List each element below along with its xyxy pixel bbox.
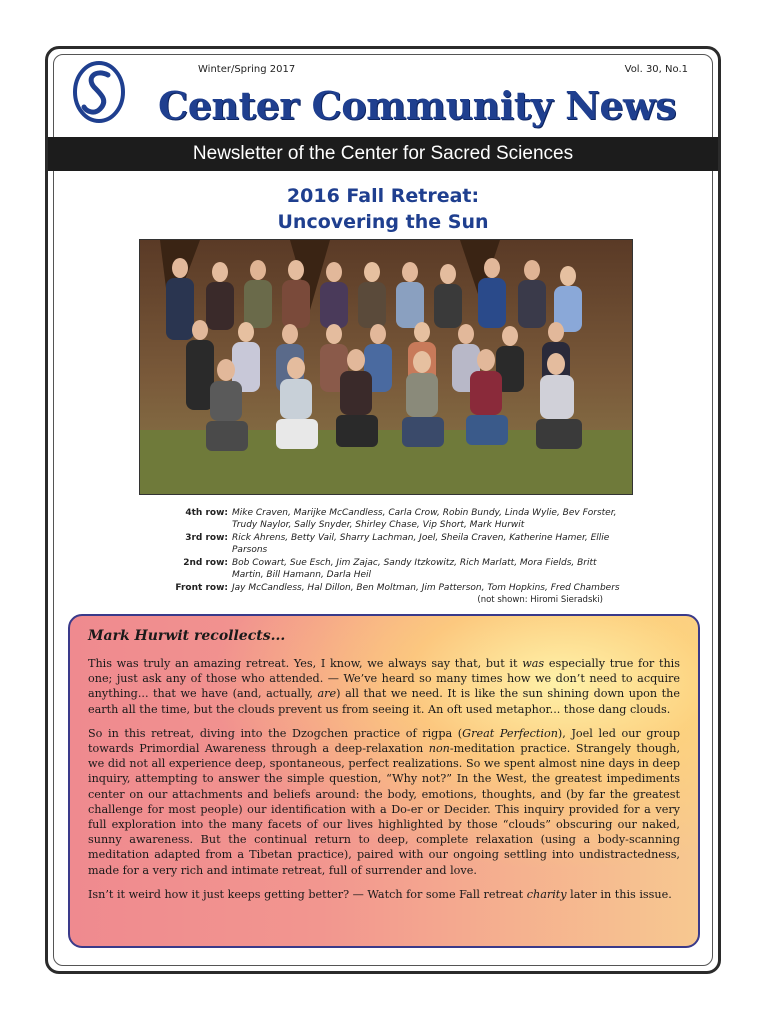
caption-row	[128, 533, 628, 556]
story-paragraph-2: So in this retreat, diving into the Dzogchen practice of rigpa (Great Perfection), Joel led our group towards Primordial Awareness through a deep-relaxation non-meditation practice. Strangely though, we did not all experience deep, spontaneous, perfect realizations. So we spent almost nine days in deep inquiry, attempting to answer the simple question, “Why not?” In the West, the greatest impediments center on our attachments and beliefs around: the body, emotions, thoughts, and (by far the greatest challenge for most people) our identification with a Do-er or Decider. This inquiry provided for a very full exploration into the many facets of our lives highlighted by those “clouds” obscuring our naked, sunny awareness. But the continual return to deep, complete relaxation (using a body-scanning meditation adapted from a Tibetan practice), paired with our ongoing settling into undistractedness, made for a very rich and intimate retreat, full of surrender and love.	[88, 726, 680, 877]
caption-row-names: Jay McCandless, Hal Dillon, Ben Moltman, Jim Patterson, Tom Hopkins, Fred Chambers	[232, 583, 620, 593]
subtitle-banner: Newsletter of the Center for Sacred Sciences	[48, 137, 718, 171]
caption-row	[128, 583, 628, 595]
headline-line-2: Uncovering the Sun	[277, 211, 489, 233]
story-title: Mark Hurwit recollects...	[88, 628, 286, 644]
caption-row-names: Bob Cowart, Sue Esch, Jim Zajac, Sandy Itzkowitz, Rich Marlatt, Mora Fields, Britt Martin, Bill Hamann, Darla Heil	[232, 558, 597, 580]
story-box	[68, 614, 700, 948]
photo-captions	[128, 508, 628, 597]
caption-row-label: 2nd row:	[183, 558, 228, 568]
caption-row-names: Rick Ahrens, Betty Vail, Sharry Lachman, Joel, Sheila Craven, Katherine Hamer, Ellie Parsons	[232, 533, 610, 555]
headline-line-1: 2016 Fall Retreat:	[286, 185, 480, 207]
issue-season: Winter/Spring 2017	[198, 64, 296, 75]
caption-row	[128, 508, 628, 531]
story-paragraph-1: This was truly an amazing retreat. Yes, I know, we always say that, but it was especially true for this one; just ask any of those who attended. — We’ve heard so many times how we don’t need to acquire anything... that we have (and, actually, are) all that we need. It is like the sun shining down upon the earth all the time, but the clouds prevent us from seeing it. An oft used metaphor... those dang clouds.	[88, 657, 680, 716]
not-shown-note: (not shown: Hiromi Sieradski)	[477, 595, 603, 605]
ccs-logo-icon	[70, 59, 128, 125]
caption-row	[128, 558, 628, 581]
caption-row-label: 3rd row:	[185, 533, 228, 543]
article-headline	[48, 183, 718, 235]
story-paragraph-3: Isn’t it weird how it just keeps getting better? — Watch for some Fall retreat charity later in this issue.	[88, 887, 672, 901]
caption-row-label: Front row:	[175, 583, 228, 593]
caption-row-label: 4th row:	[185, 508, 228, 518]
newsletter-page	[45, 46, 721, 974]
caption-row-names: Mike Craven, Marijke McCandless, Carla Crow, Robin Bundy, Linda Wylie, Bev Forster, Trudy Naylor, Sally Snyder, Shirley Chase, Vip Short, Mark Hurwit	[232, 508, 617, 530]
group-photo	[139, 239, 633, 495]
masthead-title: Center Community News	[158, 83, 677, 128]
issue-volume: Vol. 30, No.1	[624, 64, 688, 75]
